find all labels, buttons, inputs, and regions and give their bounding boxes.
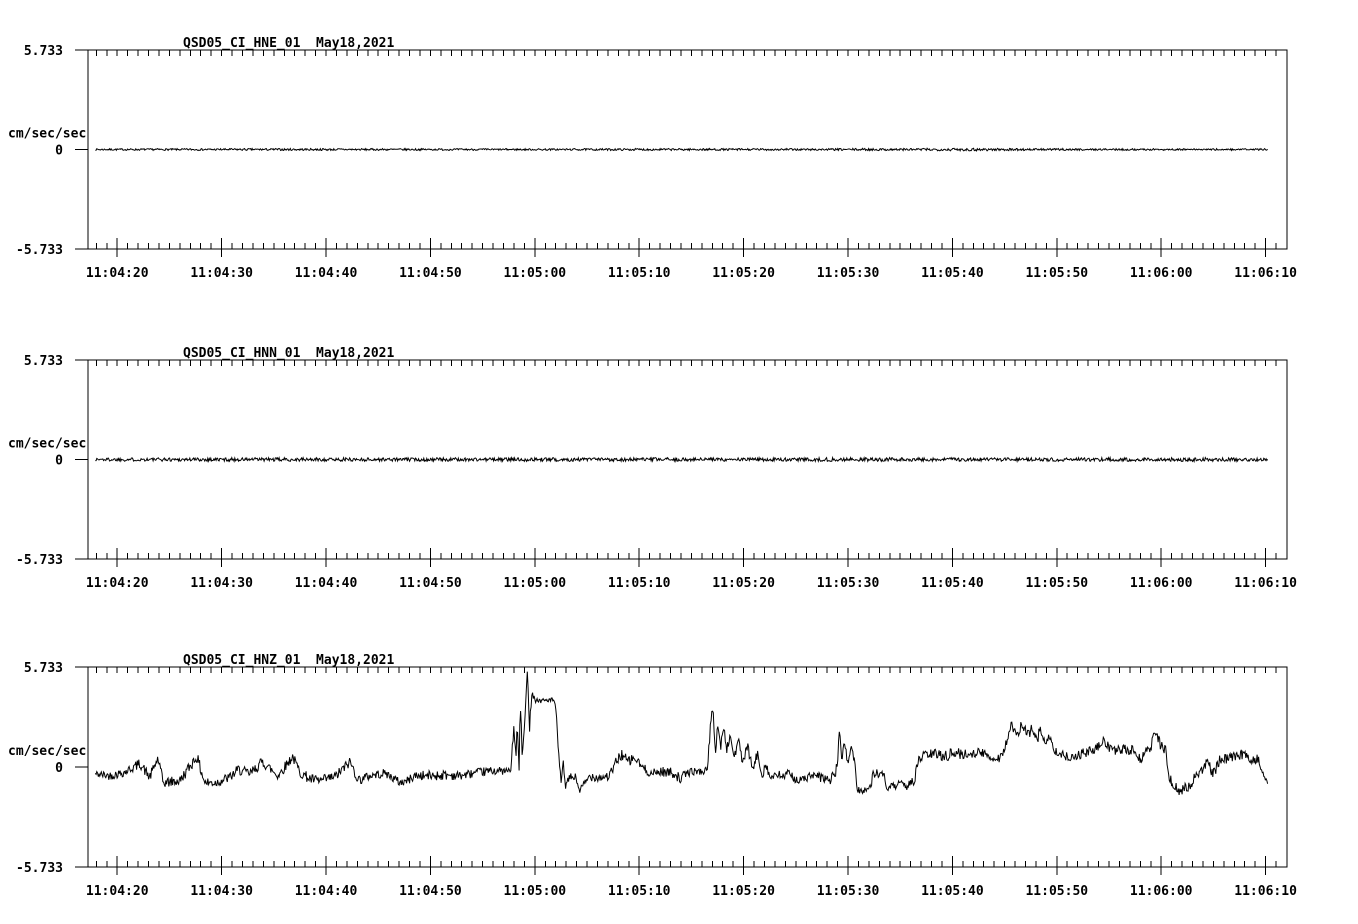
y-tick-label: 5.733 xyxy=(23,44,63,59)
x-tick-label: 11:05:00 xyxy=(503,576,567,591)
x-tick-label: 11:05:40 xyxy=(921,266,984,281)
x-tick-label: 11:05:50 xyxy=(1025,576,1089,591)
x-tick-label: 11:05:40 xyxy=(921,576,984,591)
x-tick-label: 11:04:20 xyxy=(85,266,149,281)
x-tick-label: 11:05:30 xyxy=(816,266,880,281)
x-tick-label: 11:04:30 xyxy=(190,266,253,281)
waveform-trace-HNN xyxy=(95,458,1267,462)
panel-HNE xyxy=(8,36,1297,281)
x-tick-label: 11:06:10 xyxy=(1234,266,1297,281)
y-tick-label: -5.733 xyxy=(16,243,63,258)
x-tick-label: 11:04:50 xyxy=(399,266,462,281)
y-tick-label: -5.733 xyxy=(16,553,63,568)
x-tick-label: 11:05:40 xyxy=(921,884,984,899)
x-ticks xyxy=(96,50,1276,257)
panel-HNN xyxy=(8,346,1297,591)
y-ticks xyxy=(75,360,88,559)
x-tick-label: 11:04:40 xyxy=(294,266,358,281)
plot-box xyxy=(88,667,1287,867)
x-tick-label: 11:05:50 xyxy=(1025,884,1089,899)
x-tick-label: 11:04:40 xyxy=(294,884,358,899)
y-tick-label: 0 xyxy=(55,761,63,776)
x-tick-label: 11:05:10 xyxy=(607,576,671,591)
x-tick-label: 11:05:00 xyxy=(503,884,567,899)
y-tick-label: 5.733 xyxy=(23,354,63,369)
y-tick-label: 0 xyxy=(55,143,63,159)
x-tick-label: 11:05:50 xyxy=(1025,266,1089,281)
y-ticks xyxy=(75,50,88,249)
x-tick-label: 11:05:10 xyxy=(607,266,671,281)
x-tick-label: 11:06:00 xyxy=(1129,576,1193,591)
y-axis-label: cm/sec/sec xyxy=(8,436,87,452)
panel-HNZ xyxy=(8,653,1297,899)
y-axis-label: cm/sec/sec xyxy=(8,744,87,759)
panel-title: QSD05_CI_HNE_01 May18,2021 xyxy=(183,36,395,51)
x-tick-label: 11:04:50 xyxy=(399,576,462,591)
x-tick-label: 11:05:00 xyxy=(503,266,567,281)
x-tick-label: 11:05:20 xyxy=(712,266,775,281)
x-tick-label: 11:06:10 xyxy=(1234,884,1297,899)
x-tick-label: 11:04:30 xyxy=(190,576,253,591)
y-tick-label: 5.733 xyxy=(23,661,63,676)
panel-title: QSD05_CI_HNN_01 May18,2021 xyxy=(183,346,395,361)
panel-title: QSD05_CI_HNZ_01 May18,2021 xyxy=(183,653,395,668)
x-tick-label: 11:05:30 xyxy=(816,884,880,899)
x-tick-label: 11:04:20 xyxy=(85,576,149,591)
x-tick-label: 11:05:20 xyxy=(712,884,775,899)
x-tick-label: 11:05:30 xyxy=(816,576,880,591)
x-tick-label: 11:06:00 xyxy=(1129,266,1193,281)
x-tick-label: 11:05:10 xyxy=(607,884,671,899)
y-axis-label: cm/sec/sec xyxy=(8,126,87,142)
x-tick-label: 11:05:20 xyxy=(712,576,775,591)
waveform-trace-HNE xyxy=(95,148,1267,151)
y-tick-label: 0 xyxy=(55,453,63,469)
x-tick-label: 11:06:00 xyxy=(1129,884,1193,899)
y-tick-label: -5.733 xyxy=(16,861,63,876)
y-ticks xyxy=(75,667,88,867)
x-tick-label: 11:06:10 xyxy=(1234,576,1297,591)
x-tick-label: 11:04:30 xyxy=(190,884,253,899)
x-tick-label: 11:04:50 xyxy=(399,884,462,899)
x-tick-label: 11:04:40 xyxy=(294,576,358,591)
x-tick-label: 11:04:20 xyxy=(85,884,149,899)
x-ticks xyxy=(96,360,1276,567)
waveform-trace-HNZ xyxy=(95,672,1267,795)
